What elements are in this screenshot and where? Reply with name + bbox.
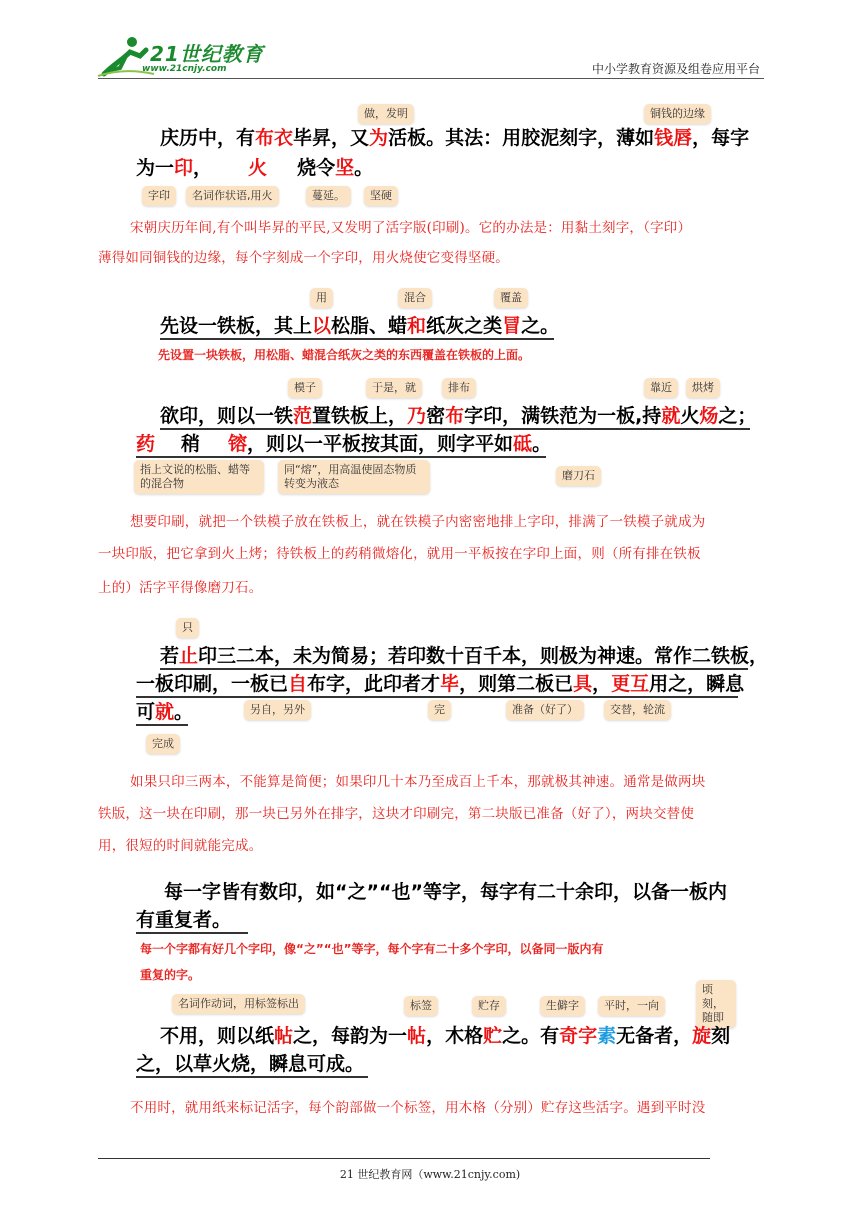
translation-line: 先设置一块铁板，用松脂、蜡混合纸灰之类的东西覆盖在铁板的上面。 xyxy=(158,348,531,362)
annotation-tag: 蔓延。 xyxy=(306,186,351,206)
annotation-tag: 混合 xyxy=(398,288,432,308)
translation-line: 宋朝庆历年间,有个叫毕昇的平民,又发明了活字版(印刷)。它的办法是：用黏土刻字，（字印） xyxy=(130,220,692,236)
annotation-tag: 同“熔”，用高温使固态物质转变为液态 xyxy=(278,460,430,494)
annotation-tag: 于是，就 xyxy=(366,378,422,398)
translation-line: 薄得如同铜钱的边缘，每个字刻成一个字印，用火烧使它变得坚硬。 xyxy=(98,250,509,266)
annotation-tag: 铜钱的边缘 xyxy=(644,104,711,124)
annotation-tag: 完 xyxy=(428,700,451,720)
annotation-tag: 平时，一向 xyxy=(598,996,665,1016)
annotation-tag: 做，发明 xyxy=(358,104,414,124)
logo-url: www.21cnjy.com xyxy=(142,64,227,74)
translation-line: 如果只印三两本，不能算是简便；如果印几十本乃至成百上千本，那就极其神速。通常是做两块 xyxy=(130,774,706,790)
annotation-tag: 交替，轮流 xyxy=(604,700,671,720)
annotation-tag: 坚硬 xyxy=(364,186,398,206)
translation-line: 一块印版，把它拿到火上烤；待铁板上的药稍微熔化，就用一平板按在字印上面，则（所有排在铁板 xyxy=(98,546,701,562)
translation-line: 上的）活字平得像磨刀石。 xyxy=(98,580,263,596)
classical-line: 一板印刷，一板已自布字，此印者才毕，则第二板已具，更互用之，瞬息 xyxy=(136,672,738,698)
classical-line: 有重复者。 xyxy=(136,908,248,934)
translation-line: 铁版，这一块在印刷，那一块已另外在排字，这块才印刷完，第二块版已准备（好了），两块交替使 xyxy=(98,806,695,822)
annotation-tag: 只 xyxy=(176,618,199,638)
classical-line: 可就。 xyxy=(136,700,188,726)
classical-line: 之，以草火烧，瞬息可成。 xyxy=(136,1052,368,1078)
translation-line: 想要印刷，就把一个铁模子放在铁板上，就在铁模子内密密地排上字印，排满了一铁模子就成为 xyxy=(130,514,706,530)
classical-line: 若止印三二本，未为简易；若印数十百千本，则极为神速。常作二铁板， xyxy=(160,644,748,670)
annotation-tag: 另自，另外 xyxy=(244,700,311,720)
classical-line: 每一字皆有数印，如“之”“也”等字，每字有二十余印，以备一板内 xyxy=(164,881,727,903)
classical-line: 庆历中，有布衣毕昇，又为活板。其法：用胶泥刻字，薄如钱唇，每字 xyxy=(160,127,750,149)
header-divider xyxy=(98,78,764,79)
translation-line: 每一个字都有好几个字印，像“之”“也”等字，每个字有二十多个字印，以备同一版内有 xyxy=(140,942,604,956)
annotation-tag: 标签 xyxy=(404,996,438,1016)
annotation-tag: 准备（好了） xyxy=(506,700,584,720)
classical-line: 为一印， 火 烧令坚。 xyxy=(136,157,374,179)
classical-line: 先设一铁板，其上以松脂、蜡和纸灰之类冒之。 xyxy=(160,314,554,340)
annotation-tag: 完成 xyxy=(146,734,180,754)
classical-line: 药 稍 镕，则以一平板按其面，则字平如砥。 xyxy=(136,432,546,458)
annotation-tag: 名词作动词，用标签标出 xyxy=(172,994,305,1014)
classical-line: 不用，则以纸帖之，每韵为一帖，木格贮之。有奇字素无备者，旋刻 xyxy=(160,1025,731,1047)
translation-line: 用，很短的时间就能完成。 xyxy=(98,838,263,854)
annotation-tag: 生僻字 xyxy=(540,996,585,1016)
translation-line: 重复的字。 xyxy=(140,968,201,982)
footer-divider xyxy=(98,1158,710,1159)
footer-text: 21 世纪教育网（www.21cnjy.com) xyxy=(339,1168,521,1181)
annotation-tag: 用 xyxy=(310,288,333,308)
annotation-tag: 顷刻，随即 xyxy=(696,980,736,1028)
header-platform-label: 中小学教育资源及组卷应用平台 xyxy=(591,62,760,76)
annotation-tag: 烘烤 xyxy=(686,378,720,398)
annotation-tag: 贮存 xyxy=(472,996,506,1016)
annotation-tag: 覆盖 xyxy=(494,288,528,308)
logo-text: 21世纪教育 xyxy=(150,42,264,66)
translation-line: 不用时，就用纸来标记活字，每个韵部做一个标签，用木格（分别）贮存这些活字。遇到平时没 xyxy=(130,1100,706,1116)
annotation-tag: 字印 xyxy=(142,186,176,206)
annotation-tag: 靠近 xyxy=(644,378,678,398)
annotation-tag: 模子 xyxy=(288,378,322,398)
annotation-tag: 名词作状语,用火 xyxy=(186,186,279,206)
annotation-tag: 排布 xyxy=(442,378,476,398)
classical-line: 欲印，则以一铁范置铁板上，乃密布字印，满铁范为一板,持就火炀之； xyxy=(160,404,750,430)
annotation-tag: 指上文说的松脂、蜡等的混合物 xyxy=(134,460,264,494)
annotation-tag: 磨刀石 xyxy=(556,466,601,486)
